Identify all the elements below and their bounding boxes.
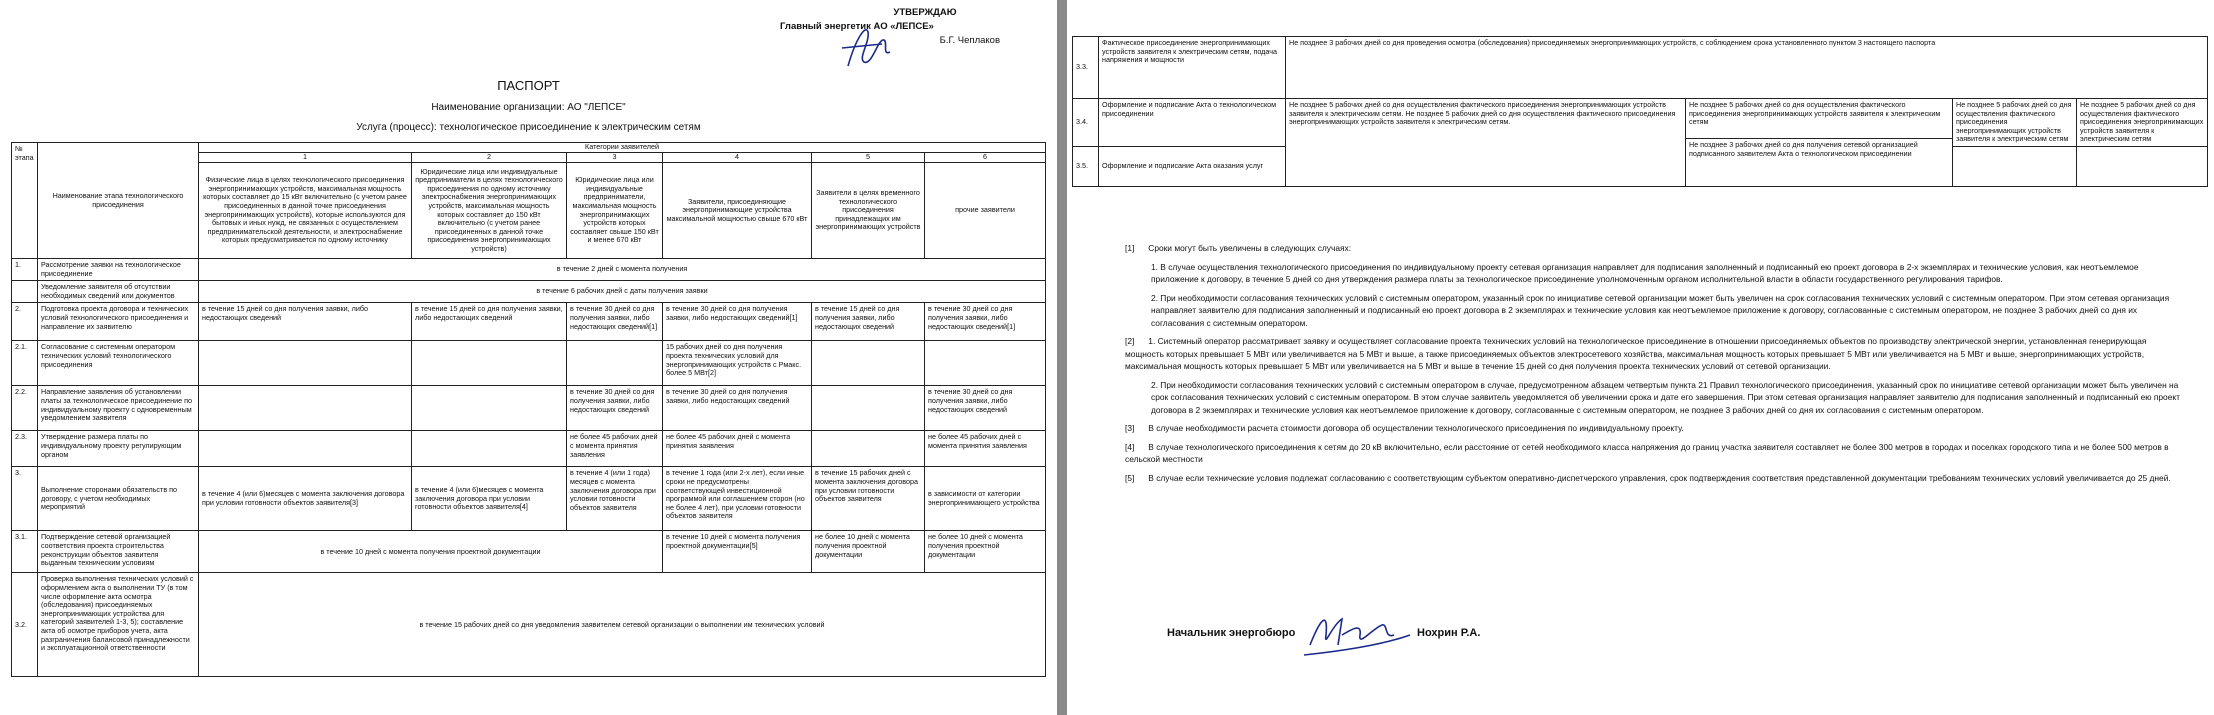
row-number: 2.1. bbox=[12, 341, 38, 386]
table-row bbox=[12, 431, 1046, 467]
row-number: 3.2. bbox=[12, 573, 38, 677]
row-cell bbox=[199, 341, 412, 386]
row-cell: не более 45 рабочих дней с момента принятия заявления bbox=[925, 431, 1046, 467]
row-number: 3.5. bbox=[1073, 147, 1099, 187]
passport-table-continued bbox=[1072, 36, 2208, 187]
row-stage: Выполнение сторонами обязательств по договору, с учетом необходимых мероприятий bbox=[38, 467, 199, 531]
passport-table bbox=[11, 142, 1046, 677]
row-stage: Направление заявления об установлении платы за технологическое присоединение по индивидуальному проекту с одновременным уведомлением заявителя bbox=[38, 386, 199, 431]
row-cell bbox=[199, 431, 412, 467]
row-cell bbox=[412, 341, 567, 386]
row-stage: Фактическое присоединение энергопринимающих устройств заявителя к электрическим сетям, подача напряжения и мощности bbox=[1099, 37, 1286, 99]
row-cell: Не позднее 5 рабочих дней со дня осуществления фактического присоединения энергопринимающих устройств заявителя к электрическим сетям bbox=[1686, 99, 1953, 139]
row-number: 1. bbox=[12, 259, 38, 281]
row-cell bbox=[925, 341, 1046, 386]
row-stage: Подтверждение сетевой организацией соответствия проекта строительства реконструкции объектов заявителя выданным техническим условиям bbox=[38, 531, 199, 573]
row-cell: в течение 15 дней со дня получения заявки, либо недостающих сведений bbox=[199, 303, 412, 341]
row-stage: Рассмотрение заявки на технологическое присоединение bbox=[38, 259, 199, 281]
row-number: 2. bbox=[12, 303, 38, 341]
table-row bbox=[1073, 37, 2208, 99]
row-term: в течение 6 рабочих дней с даты получения заявки bbox=[199, 281, 1046, 303]
row-cell: 15 рабочих дней со дня получения проекта технических условий для энергопринимающих устройств с Pмакс. более 5 МВт[2] bbox=[663, 341, 812, 386]
row-cell bbox=[812, 341, 925, 386]
approval-name: Б.Г. Чеплаков bbox=[939, 35, 1000, 46]
row-cell: не более 45 рабочих дней с момента принятия заявления bbox=[663, 431, 812, 467]
row-stage: Подготовка проекта договора и технических условий технологического присоединения и направление их заявителю bbox=[38, 303, 199, 341]
document-page-right bbox=[1067, 0, 2214, 715]
category-description: Юридические лица или индивидуальные предприниматели в целях технологического присоединения по одному источнику электроснабжения энергопринимающих устройств, максимальная мощность которых составляет до 150 кВт включительно (с учетом ранее присоединенных в данной точке присоединения энергопринимающих устройств) bbox=[412, 163, 567, 259]
row-number: 3.3. bbox=[1073, 37, 1099, 99]
header-stage: Наименование этапа технологического присоединения bbox=[38, 143, 199, 259]
approval-position: Главный энергетик АО «ЛЕПСЕ» bbox=[780, 21, 934, 32]
category-number: 4 bbox=[663, 153, 812, 163]
row-cell: в течение 4 (или 1 года) месяцев с момента заключения договора при условии готовности объектов заявителя bbox=[567, 467, 663, 531]
footnote-paragraph: 2. При необходимости согласования технических условий с системным оператором, указанный срок по инициативе сетевой организации может быть увеличен на срок согласования технических условий с системным оператором. При этом сетевая организация направляет заявителю для подписания заполненный и подписанный ею проект договора в 2 экземплярах и технические условия как неотъемлемое приложение к договору, согласованные с системным оператором, не позднее 3 рабочих дней со дня их согласования с системным оператором. bbox=[1151, 292, 2170, 328]
row-cell: Не позднее 5 рабочих дней со дня осуществления фактического присоединения энергопринимающих устройств заявителя к электрическим сетям bbox=[2077, 99, 2208, 147]
signature-mark bbox=[1302, 605, 1412, 665]
category-number: 2 bbox=[412, 153, 567, 163]
category-description: Заявители, присоединяющие энергопринимающие устройства максимальной мощностью свыше 670 кВт bbox=[663, 163, 812, 259]
row-number bbox=[12, 281, 38, 303]
row-term: в течение 15 рабочих дней со дня уведомления заявителем сетевой организации о выполнении им технических условий bbox=[199, 573, 1046, 677]
row-cell: в течение 30 дней со дня получения заявки, либо недостающих сведений[1] bbox=[663, 303, 812, 341]
category-number: 1 bbox=[199, 153, 412, 163]
row-cell: в течение 4 (или 6)месяцев с момента заключения договора при условии готовности объектов заявителя[4] bbox=[412, 467, 567, 531]
row-cell bbox=[812, 431, 925, 467]
row-cell bbox=[412, 431, 567, 467]
footnote-3: [3] В случае необходимости расчета стоимости договора об осуществлении технологического присоединения по индивидуальному проекту. bbox=[1125, 423, 1684, 433]
signature-position: Начальник энергобюро bbox=[1167, 627, 1296, 639]
footnote-4: [4] В случае технологического присоединения к сетям до 20 кВ включительно, если расстояние от сетей необходимого класса напряжения до границ участка заявителя составляет не более 300 метров в городах и поселках городского типа и не более 500 метров в сельской местности bbox=[1125, 441, 2169, 464]
row-term: в течение 10 дней с момента получения проектной документации bbox=[199, 531, 663, 573]
footnote-5: [5] В случае если технические условия подлежат согласованию с соответствующим субъектом оперативно-диспетчерского управления, срок подтверждения соответствия представленной документации требованиям технических условий увеличивается до 25 дней. bbox=[1125, 472, 2171, 483]
row-number: 3.1. bbox=[12, 531, 38, 573]
row-cell: в течение 15 рабочих дней с момента заключения договора при условии готовности объектов заявителя bbox=[812, 467, 925, 531]
header-no: № этапа bbox=[12, 143, 38, 259]
row-cell bbox=[567, 341, 663, 386]
row-cell: Не позднее 3 рабочих дней со дня получения сетевой организацией подписанного заявителем Акта о технологическом присоединении bbox=[1686, 139, 1953, 187]
row-number: 2.2. bbox=[12, 386, 38, 431]
header-categories: Категории заявителей bbox=[199, 143, 1046, 153]
document-page-left bbox=[0, 0, 1057, 715]
category-description: Юридические лица или индивидуальные предприниматели, максимальная мощность энергопринимающих устройств которых составляет свыше 150 кВт и менее 670 кВт bbox=[567, 163, 663, 259]
signature-name: Нохрин Р.А. bbox=[1417, 627, 1481, 639]
footnote-paragraph: 2. При необходимости согласования технических условий с системным оператором в случае, предусмотренном абзацем четвертым пункта 21 Правил технологического присоединения, указанный срок по инициативе сетевой организации может быть увеличен на срок согласования технических условий с системным оператором. В этом случае заявитель уведомляется об увеличении срока и дате его завершения. При этом сетевая организация направляет заявителю для подписания заполненный и подписанный ею проект договора в 2 экземплярах и технические условия как неотъемлемое приложение к договору, согласованные с системным оператором, не позднее 3 рабочих дней со дня их согласования с системным оператором. bbox=[1151, 379, 2180, 415]
row-number: 3.4. bbox=[1073, 99, 1099, 147]
row-number: 2.3. bbox=[12, 431, 38, 467]
approval-signature bbox=[838, 18, 898, 74]
document-title: ПАСПОРТ bbox=[497, 78, 560, 93]
row-cell: в течение 30 дней со дня получения заявки, либо недостающих сведений bbox=[663, 386, 812, 431]
table-row bbox=[12, 341, 1046, 386]
row-cell bbox=[812, 386, 925, 431]
row-stage: Проверка выполнения технических условий с оформлением акта о выполнении ТУ (в том числе оформление акта осмотра (обследования) присоединяемых энергопринимающих устройства для категорий заявителей 1-3, 5); составление акта об осмотре приборов учета, акта разграничения балансовой принадлежности и эксплуатационной ответственности bbox=[38, 573, 199, 677]
table-row bbox=[12, 467, 1046, 531]
row-cell bbox=[412, 386, 567, 431]
row-cell: Не позднее 5 рабочих дней со дня осуществления фактического присоединения энергопринимающих устройств заявителя к электрическим сетям. Не позднее 5 рабочих дней со дня осуществления фактического присоединения энергопринимающих устройств заявителя к электрическим сетям. bbox=[1286, 99, 1686, 187]
row-cell: в течение 1 года (или 2-х лет), если иные сроки не предусмотрены соответствующей инвестиционной программой или соглашением сторон (но не более 4 лет), при условии готовности объектов заявителя bbox=[663, 467, 812, 531]
category-description: Физические лица в целях технологического присоединения энергопринимающих устройств, максимальная мощность которых составляет до 15 кВт включительно (с учетом ранее присоединенных в данной точке присоединения энергопринимающих устройств), которые используются для бытовых и иных нужд, не связанных с осуществлением предпринимательской деятельности, и электроснабжение которых предусматривается по одному источнику bbox=[199, 163, 412, 259]
table-row bbox=[12, 259, 1046, 281]
row-cell: не более 10 дней с момента получения проектной документации bbox=[925, 531, 1046, 573]
row-cell bbox=[199, 386, 412, 431]
table-row bbox=[12, 281, 1046, 303]
category-number: 5 bbox=[812, 153, 925, 163]
footnotes bbox=[1125, 242, 2187, 490]
row-cell: не более 10 дней с момента получения проектной документации bbox=[812, 531, 925, 573]
row-cell: в течение 4 (или 6)месяцев с момента заключения договора при условии готовности объектов заявителя[3] bbox=[199, 467, 412, 531]
service-name: Услуга (процесс): технологическое присоединение к электрическим сетям bbox=[356, 122, 701, 133]
row-number: 3. bbox=[12, 467, 38, 531]
table-row bbox=[12, 531, 1046, 573]
category-number: 6 bbox=[925, 153, 1046, 163]
row-cell: в зависимости от категории энергопринимающего устройства bbox=[925, 467, 1046, 531]
approval-block bbox=[780, 6, 1030, 48]
row-cell: в течение 10 дней с момента получения проектной документации[5] bbox=[663, 531, 812, 573]
category-description: прочие заявители bbox=[925, 163, 1046, 259]
row-cell: в течение 30 дней со дня получения заявки, либо недостающих сведений[1] bbox=[925, 303, 1046, 341]
row-stage: Оформление и подписание Акта о технологическом присоединении bbox=[1099, 99, 1286, 147]
footnote-paragraph: 1. В случае осуществления технологического присоединения по индивидуальному проекту сетевая организация направляет для подписания заполненный и подписанный ею проект договора в 2-х экземплярах и технические условия, как неотъемлемое приложение к договору, в течение 5 дней со дня утверждения размера платы за технологическое присоединение уполномоченным органом исполнительной власти в области государственного регулирования тарифов. bbox=[1151, 261, 2139, 284]
row-stage: Утверждение размера платы по индивидуальному проекту регулирующим органом bbox=[38, 431, 199, 467]
row-term: в течение 2 дней с момента получения bbox=[199, 259, 1046, 281]
footnote-2: [2] 1. Системный оператор рассматривает заявку и осуществляет согласование проекта технических условий на технологическое присоединение в отношении присоединяемых объектов по производству электрической энергии, установленная генерирующая мощность которых превышает 5 МВт или увеличивается на 5 МВт и выше, а также присоединяемых объектов электросетевого хозяйства, максимальная мощность которых превышает 5 МВт или увеличивается на 5 МВт и выше, энергопринимающих устройств, максимальная мощность которых превышает 5 МВт или увеличивается на 5 МВт и выше в течение 15 дней со дня получения проекта технических условий от сетевой организации. bbox=[1125, 336, 2147, 371]
row-cell: в течение 30 дней со дня получения заявки, либо недостающих сведений bbox=[567, 386, 663, 431]
row-cell: не более 45 рабочих дней с момента принятия заявления bbox=[567, 431, 663, 467]
row-cell: Не позднее 5 рабочих дней со дня осуществления фактического присоединения энергопринимающих устройств заявителя к электрическим сетям bbox=[1953, 99, 2077, 147]
organization-name: Наименование организации: АО "ЛЕПСЕ" bbox=[431, 102, 626, 113]
row-stage: Согласование с системным оператором технических условий технологического присоединения bbox=[38, 341, 199, 386]
approval-title: УТВЕРЖДАЮ bbox=[893, 7, 957, 18]
category-description: Заявители в целях временного технологического присоединения принадлежащих им энергопринимающих устройств bbox=[812, 163, 925, 259]
row-term: Не позднее 3 рабочих дней со дня проведения осмотра (обследования) присоединяемых энергопринимающих устройств, с соблюдением срока установленного пунктом 3 настоящего паспорта bbox=[1286, 37, 2208, 99]
table-row bbox=[12, 386, 1046, 431]
row-cell: в течение 15 дней со дня получения заявки, либо недостающих сведений bbox=[412, 303, 567, 341]
table-row bbox=[12, 573, 1046, 677]
table-row bbox=[1073, 99, 2208, 139]
row-cell: в течение 30 дней со дня получения заявки, либо недостающих сведений[1] bbox=[567, 303, 663, 341]
row-stage: Уведомление заявителя об отсутствии необходимых сведений или документов bbox=[38, 281, 199, 303]
row-cell: в течение 15 дней со дня получения заявки, либо недостающих сведений bbox=[812, 303, 925, 341]
row-stage: Оформление и подписание Акта оказания услуг bbox=[1099, 147, 1286, 187]
footnote-1: [1] Сроки могут быть увеличены в следующих случаях: bbox=[1125, 243, 1352, 253]
row-cell: в течение 30 дней со дня получения заявки, либо недостающих сведений bbox=[925, 386, 1046, 431]
category-number: 3 bbox=[567, 153, 663, 163]
table-row bbox=[12, 303, 1046, 341]
